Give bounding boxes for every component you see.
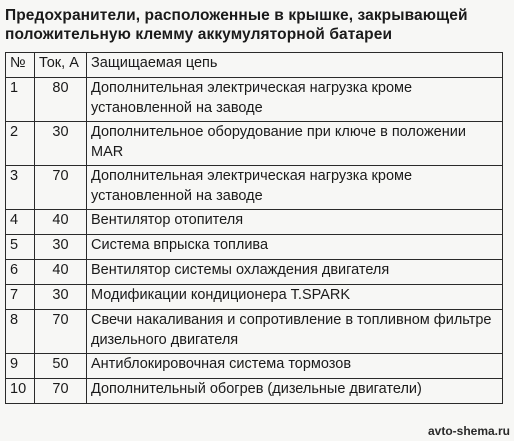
cell-circuit: Дополнительный обогрев (дизельные двигатели) bbox=[87, 379, 503, 404]
table-row bbox=[6, 260, 503, 285]
header-no: № bbox=[6, 53, 35, 78]
cell-current: 70 bbox=[35, 166, 87, 210]
page-title: Предохранители, расположенные в крышке, закрывающей положительную клемму аккумуляторной батареи bbox=[5, 7, 468, 43]
table-header-row bbox=[6, 53, 503, 78]
table-row bbox=[6, 285, 503, 310]
table-row bbox=[6, 122, 503, 166]
header-current: Ток, А bbox=[35, 53, 87, 78]
cell-circuit: Свечи накаливания и сопротивление в топливном фильтре дизельного двигателя bbox=[87, 310, 503, 354]
cell-no: 10 bbox=[6, 379, 35, 404]
cell-circuit: Вентилятор системы охлаждения двигателя bbox=[87, 260, 503, 285]
cell-no: 5 bbox=[6, 235, 35, 260]
cell-current: 30 bbox=[35, 235, 87, 260]
cell-circuit: Вентилятор отопителя bbox=[87, 210, 503, 235]
table-row bbox=[6, 354, 503, 379]
cell-no: 9 bbox=[6, 354, 35, 379]
site-watermark: avto-shema.ru bbox=[427, 424, 510, 438]
cell-current: 30 bbox=[35, 285, 87, 310]
cell-current: 80 bbox=[35, 78, 87, 122]
cell-no: 3 bbox=[6, 166, 35, 210]
cell-current: 40 bbox=[35, 260, 87, 285]
cell-circuit: Дополнительное оборудование при ключе в положении MAR bbox=[87, 122, 503, 166]
cell-no: 7 bbox=[6, 285, 35, 310]
cell-current: 70 bbox=[35, 310, 87, 354]
cell-current: 40 bbox=[35, 210, 87, 235]
cell-no: 6 bbox=[6, 260, 35, 285]
table-row bbox=[6, 78, 503, 122]
cell-circuit: Антиблокировочная система тормозов bbox=[87, 354, 503, 379]
table-row bbox=[6, 379, 503, 404]
cell-current: 70 bbox=[35, 379, 87, 404]
cell-no: 1 bbox=[6, 78, 35, 122]
cell-circuit: Модификации кондиционера T.SPARK bbox=[87, 285, 503, 310]
cell-current: 30 bbox=[35, 122, 87, 166]
cell-current: 50 bbox=[35, 354, 87, 379]
table-row bbox=[6, 166, 503, 210]
cell-circuit: Дополнительная электрическая нагрузка кроме установленной на заводе bbox=[87, 166, 503, 210]
cell-no: 4 bbox=[6, 210, 35, 235]
header-circuit: Защищаемая цепь bbox=[87, 53, 503, 78]
table-row bbox=[6, 210, 503, 235]
table-row bbox=[6, 310, 503, 354]
cell-circuit: Система впрыска топлива bbox=[87, 235, 503, 260]
cell-no: 8 bbox=[6, 310, 35, 354]
fuse-table bbox=[5, 52, 503, 404]
cell-circuit: Дополнительная электрическая нагрузка кроме установленной на заводе bbox=[87, 78, 503, 122]
table-row bbox=[6, 235, 503, 260]
cell-no: 2 bbox=[6, 122, 35, 166]
